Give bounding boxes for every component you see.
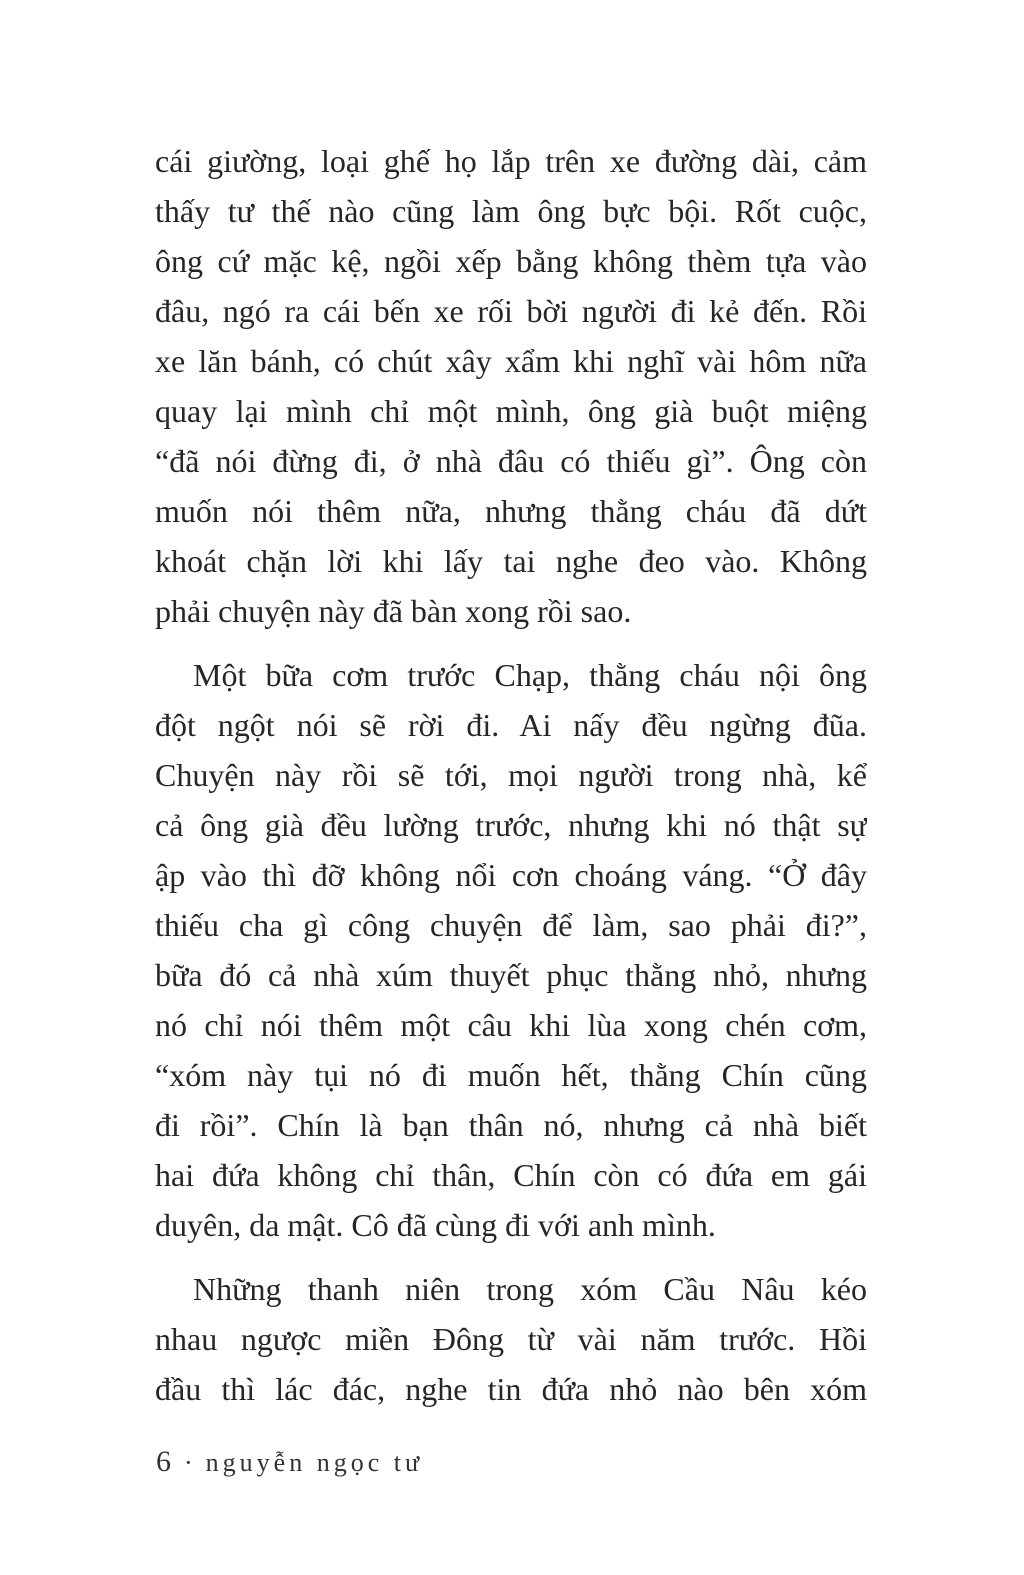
text-line: Một bữa cơm trước Chạp, thằng cháu nội ông [193,657,867,693]
footer-separator: · [184,1448,193,1477]
text-line: Những thanh niên trong xóm Cầu Nâu kéo [193,1271,867,1307]
text-line: ông cứ mặc kệ, ngồi xếp bằng không thèm tựa vào [155,243,867,279]
text-line: duyên, da mật. Cô đã cùng đi với anh mình. [155,1207,716,1243]
text-line: cái giường, loại ghế họ lắp trên xe đường dài, cảm [155,143,867,179]
paragraph [155,136,867,636]
text-line: thấy tư thế nào cũng làm ông bực bội. Rốt cuộc, [155,193,867,229]
text-line: ập vào thì đỡ không nổi cơn choáng váng. “Ở đây [155,857,867,893]
text-line: thiếu cha gì công chuyện để làm, sao phải đi?”, [155,907,867,943]
text-line: đi rồi”. Chín là bạn thân nó, nhưng cả nhà biết [155,1107,867,1143]
paragraph [155,1264,867,1414]
text-line: cả ông già đều lường trước, nhưng khi nó thật sự [155,807,867,843]
running-footer-author: nguyễn ngọc tư [205,1448,424,1477]
text-line: muốn nói thêm nữa, nhưng thằng cháu đã dứt [155,493,867,529]
text-line: bữa đó cả nhà xúm thuyết phục thằng nhỏ, nhưng [155,957,867,993]
text-line: phải chuyện này đã bàn xong rồi sao. [155,593,632,629]
text-line: xe lăn bánh, có chút xây xẩm khi nghĩ vài hôm nữa [155,343,867,379]
text-line: “xóm này tụi nó đi muốn hết, thằng Chín cũng [155,1057,867,1093]
text-line: Chuyện này rồi sẽ tới, mọi người trong nhà, kể [155,757,867,793]
text-line: đầu thì lác đác, nghe tin đứa nhỏ nào bên xóm [155,1371,867,1407]
text-line: nhau ngược miền Đông từ vài năm trước. Hồi [155,1321,867,1357]
paragraph [155,650,867,1250]
text-line: “đã nói đừng đi, ở nhà đâu có thiếu gì”. Ông còn [155,443,867,479]
page-number: 6 [156,1445,171,1478]
text-line: đột ngột nói sẽ rời đi. Ai nấy đều ngừng đũa. [155,707,867,743]
text-line: nó chỉ nói thêm một câu khi lùa xong chén cơm, [155,1007,867,1043]
text-line: quay lại mình chỉ một mình, ông già buột miệng [155,393,867,429]
page-text [155,136,867,1428]
text-line: hai đứa không chỉ thân, Chín còn có đứa em gái [155,1157,867,1193]
text-line: khoát chặn lời khi lấy tai nghe đeo vào. Không [155,543,867,579]
page-footer [156,1442,423,1483]
text-line: đâu, ngó ra cái bến xe rối bời người đi kẻ đến. Rồi [155,293,867,329]
